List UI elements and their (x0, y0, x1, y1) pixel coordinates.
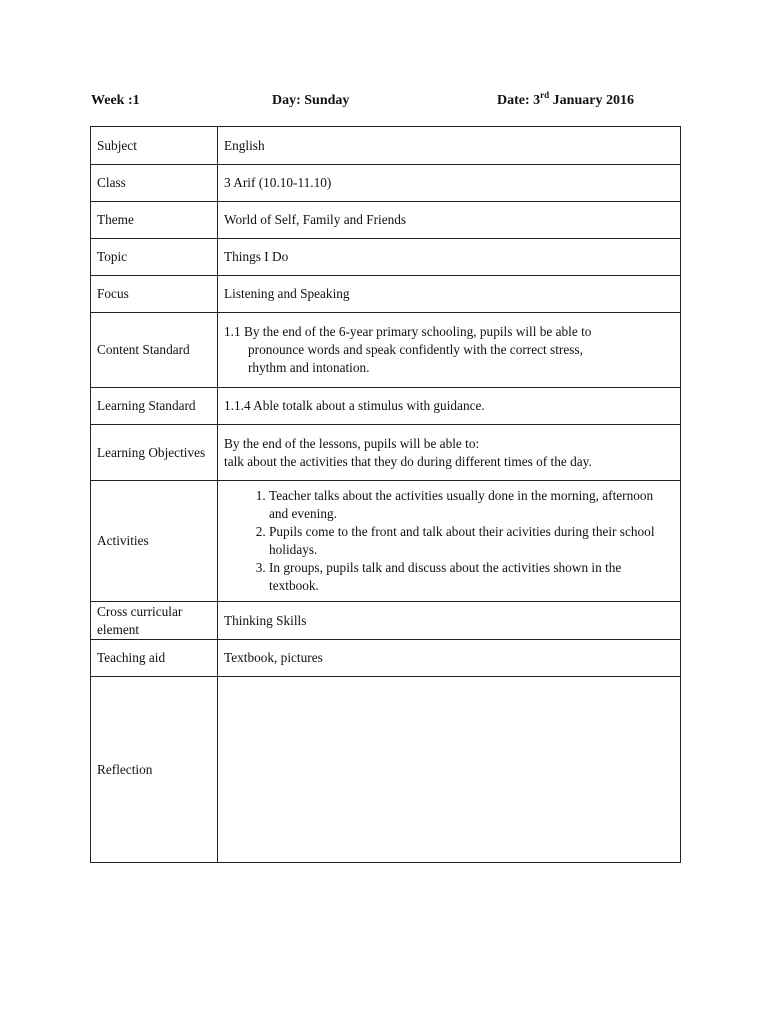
date-ordinal: rd (540, 90, 550, 100)
label-activities: Activities (91, 481, 218, 602)
label-cross-curricular: Cross curricular element (91, 602, 218, 640)
objectives-line-1: By the end of the lessons, pupils will be able to: (224, 435, 480, 451)
value-focus: Listening and Speaking (218, 276, 681, 313)
row-subject (91, 127, 681, 165)
date-prefix: Date: 3 (497, 93, 541, 108)
label-content-standard: Content Standard (91, 313, 218, 388)
value-cross-curricular: Thinking Skills (218, 602, 681, 640)
value-learning-standard: 1.1.4 Able totalk about a stimulus with guidance. (218, 388, 681, 425)
week-heading: Week :1 (91, 93, 140, 108)
row-theme (91, 202, 681, 239)
content-standard-line-1: 1.1 By the end of the 6-year primary schooling, pupils will be able to (224, 324, 592, 339)
value-theme: World of Self, Family and Friends (218, 202, 681, 239)
label-theme: Theme (91, 202, 218, 239)
row-learning-standard (91, 388, 681, 425)
objectives-line-2: talk about the activities that they do during different times of the day. (224, 453, 592, 469)
value-topic: Things I Do (218, 239, 681, 276)
label-focus: Focus (91, 276, 218, 313)
activities-list (224, 487, 674, 595)
row-cross-curricular (91, 602, 681, 640)
value-reflection (218, 677, 681, 863)
label-teaching-aid: Teaching aid (91, 640, 218, 677)
lesson-plan-table (90, 126, 681, 863)
row-class (91, 165, 681, 202)
label-class: Class (91, 165, 218, 202)
label-learning-objectives: Learning Objectives (91, 425, 218, 481)
date-suffix: January 2016 (549, 93, 634, 108)
content-standard-line-2: pronounce words and speak confidently with the correct stress, (248, 342, 583, 357)
activity-item: 3. In groups, pupils talk and discuss about the activities shown in the textbook. (269, 559, 674, 595)
label-learning-standard: Learning Standard (91, 388, 218, 425)
value-subject: English (218, 127, 681, 165)
value-content-standard (218, 313, 681, 388)
label-subject: Subject (91, 127, 218, 165)
value-activities (218, 481, 681, 602)
label-reflection: Reflection (91, 677, 218, 863)
content-standard-line-3: rhythm and intonation. (248, 360, 370, 375)
value-learning-objectives (218, 425, 681, 481)
row-focus (91, 276, 681, 313)
value-class: 3 Arif (10.10-11.10) (218, 165, 681, 202)
label-topic: Topic (91, 239, 218, 276)
row-reflection (91, 677, 681, 863)
activity-item: 1. Teacher talks about the activities usually done in the morning, afternoon and evening. (269, 487, 674, 523)
value-teaching-aid: Textbook, pictures (218, 640, 681, 677)
row-content-standard (91, 313, 681, 388)
day-heading: Day: Sunday (272, 93, 350, 108)
row-topic (91, 239, 681, 276)
row-learning-objectives (91, 425, 681, 481)
row-teaching-aid (91, 640, 681, 677)
date-heading (497, 90, 634, 109)
row-activities (91, 481, 681, 602)
activity-item: 2. Pupils come to the front and talk about their acivities during their school holidays. (269, 523, 674, 559)
